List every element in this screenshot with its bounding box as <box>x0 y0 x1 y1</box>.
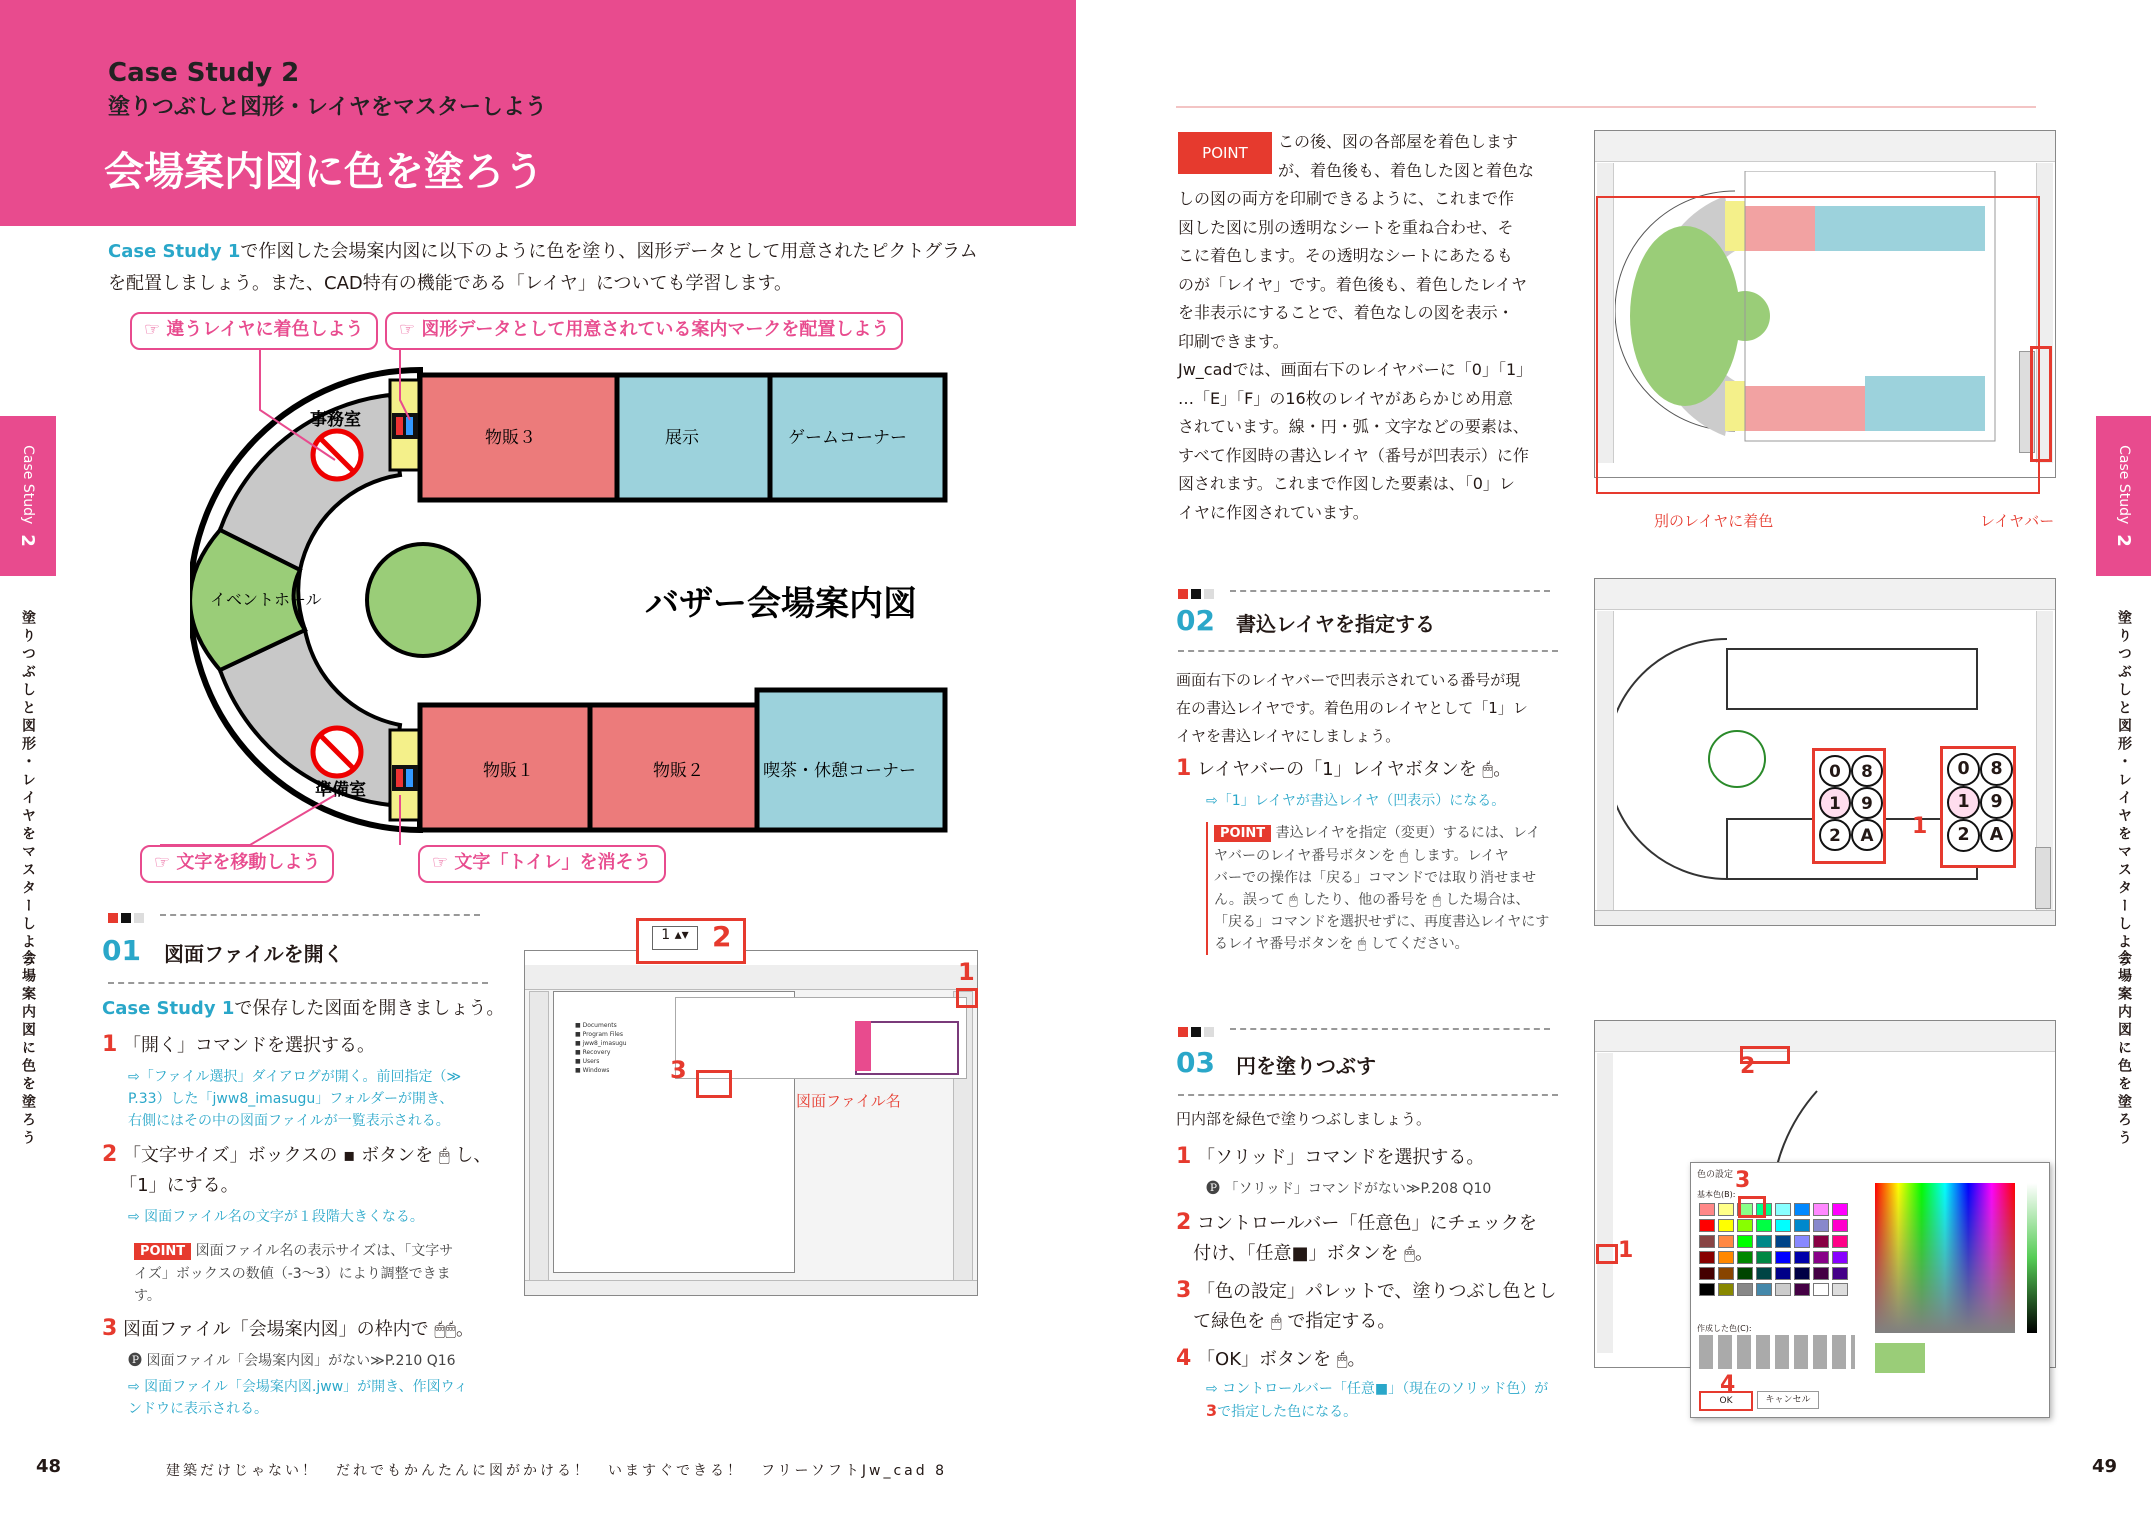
side-vertical-left2: 会場案内図に色を塗ろう <box>20 950 36 1148</box>
dialog-basic-label: 基本色(B): <box>1697 1190 1736 1199</box>
color-swatch[interactable] <box>1737 1219 1753 1232</box>
color-swatch[interactable] <box>1794 1267 1810 1280</box>
intro-line2: を配置しましょう。また、CAD特有の機能である「レイヤ」についても学習します。 <box>108 273 793 294</box>
color-swatch[interactable] <box>1737 1235 1753 1248</box>
solid-button-highlight <box>1596 1244 1618 1264</box>
case-study-label: Case Study 2 <box>108 58 300 88</box>
room-bupan1: 物販１ <box>483 761 534 781</box>
color-spectrum[interactable] <box>1875 1183 2015 1333</box>
step01-point: POINT 図面ファイル名の表示サイズは、「文字サ イズ」ボックスの数値（-3～3）により調整できま す。 <box>134 1243 454 1304</box>
marker-1: 1 <box>1912 814 1928 839</box>
color-swatch[interactable] <box>1775 1235 1791 1248</box>
step03-note4: ⇨ コントロールバー「任意■」（現在のソリッド色）が 3で指定した色になる。 <box>1206 1381 1549 1420</box>
intro-text <box>108 236 1008 300</box>
step02-note1: ⇨「1」レイヤが書込レイヤ（凹表示）になる。 <box>1206 793 1506 809</box>
color-swatch[interactable] <box>1756 1251 1772 1264</box>
callout-layer: ☞ 違うレイヤに着色しよう <box>130 312 378 350</box>
color-swatch[interactable] <box>1699 1235 1715 1248</box>
color-swatch[interactable] <box>1699 1219 1715 1232</box>
color-swatch[interactable] <box>1737 1267 1753 1280</box>
step01-item3: 3 図面ファイル「会場案内図」の枠内で 🖱🖱。 <box>102 1316 475 1341</box>
step01-lead: Case Study 1で保存した図面を開きましょう。 <box>102 998 505 1019</box>
page-number-left: 48 <box>36 1456 62 1477</box>
file-thumb-highlight <box>696 1070 732 1098</box>
side-vertical-right1: 塗りつぶしと図形・レイヤをマスターしよう <box>2116 610 2132 970</box>
footer-tagline: 建築だけじゃない！ だれでもかんたんに図がかける！ いますぐできる！ フリーソフトJw_cad 8 <box>166 1463 947 1479</box>
color-swatch[interactable] <box>1756 1235 1772 1248</box>
step02-point: POINT 書込レイヤを指定（変更）するには、レイ ヤバーのレイヤ番号ボタンを 🖱 します。レイヤ バーでの操作は「戻る」コマンドでは取り消せませ ん。誤って 🖱 したり、他の番号を 🖱 した場合は、 「戻る」コマンドを選択せずに、再度書込レイヤにす るレイヤ番号ボタンを 🖱 してください。 <box>1206 822 1574 955</box>
step03-item3: 3 「色の設定」パレットで、塗りつぶし色とし て緑色を 🖱 で指定する。 <box>1176 1278 1557 1332</box>
page-title: 会場案内図に色を塗ろう <box>104 149 544 195</box>
color-swatch[interactable] <box>1794 1203 1810 1216</box>
color-swatch[interactable] <box>1775 1203 1791 1216</box>
room-bupan2: 物販２ <box>653 761 704 781</box>
step02-lead: 画面右下のレイヤバーで凹表示されている番号が現 在の書込レイヤです。着色用のレイヤとして「1」レ イヤを書込レイヤにしましょう。 <box>1176 671 1528 745</box>
divider <box>1178 650 1558 652</box>
ok-button[interactable]: OK <box>1699 1391 1753 1411</box>
step01-note1: ⇨「ファイル選択」ダイアログが開く。前回指定（≫ P.33）した「jww8_imasugu」フォルダーが開き、 右側にはその中の図面ファイルが一覧表示される。 <box>128 1069 462 1129</box>
color-swatch[interactable] <box>1794 1251 1810 1264</box>
divider <box>1230 590 1550 592</box>
divider <box>1178 1094 1558 1096</box>
color-swatch[interactable] <box>1699 1251 1715 1264</box>
color-swatch[interactable] <box>1737 1251 1753 1264</box>
step01-note2: ⇨ 図面ファイル名の文字が１段階大きくなる。 <box>128 1209 424 1225</box>
room-bupan3: 物販３ <box>485 428 536 448</box>
color-preview <box>1875 1343 1925 1373</box>
page-number-right: 49 <box>2092 1456 2118 1477</box>
point-text: この後、図の各部屋を着色します が、着色後も、着色した図と着色な しの図の両方を印刷できるように、これまで作 図した図に別の透明なシートを重ね合わせ、そ こに着色します。その透明なシートにあたるも のが「レイヤ」です。着色後も、着色したレイヤ を非表示にすることで、着色なしの図を表示・ 印刷できます。 Jw_cadでは、画面右下のレイヤバーに「0」「1」 …「E」「F」の16枚のレイヤがあらかじめ用意 されています。線・円・弧・文字などの要素は、 すべて作図時の書込レイヤ（番号が凹表示）に作 図されます。これまで作図した要素は、「0」レ イヤに作図されています。 <box>1178 132 1535 522</box>
font-size-box[interactable]: 1 ▴▾ <box>652 926 698 950</box>
marker-2: 2 <box>1740 1054 1756 1079</box>
layer-grid-zoom-large <box>1940 746 2016 868</box>
side-tab-left: Case Study 2 <box>0 416 56 576</box>
layer-overlay-outline <box>1596 196 2040 494</box>
color-swatch[interactable] <box>1718 1219 1734 1232</box>
side-tab-right: Case Study 2 <box>2096 416 2151 576</box>
color-swatch[interactable] <box>1756 1283 1772 1296</box>
layer-button-0[interactable]: 0 <box>1947 753 1980 786</box>
color-swatch[interactable] <box>1775 1283 1791 1296</box>
divider <box>108 982 488 984</box>
layer-bar-highlight <box>2030 346 2052 462</box>
shot-label-left: 別のレイヤに着色 <box>1654 512 1774 530</box>
room-tenji: 展示 <box>665 428 699 448</box>
color-swatch[interactable] <box>1813 1283 1829 1296</box>
step03-heading: 円を塗りつぶす <box>1236 1054 1376 1078</box>
step01-item2: 2 「文字サイズ」ボックスの ▪ ボタンを 🖱 し、 「1」にする。 <box>102 1142 492 1196</box>
step01-squares <box>108 908 147 927</box>
step02-squares <box>1178 584 1217 603</box>
step03-squares <box>1178 1022 1217 1041</box>
color-swatch[interactable] <box>1718 1235 1734 1248</box>
color-swatch[interactable] <box>1794 1235 1810 1248</box>
case-study-subtitle: 塗りつぶしと図形・レイヤをマスターしよう <box>108 95 547 120</box>
callout-marks: ☞ 図形データとして用意されている案内マークを配置しよう <box>385 312 903 350</box>
color-swatch[interactable] <box>1813 1219 1829 1232</box>
color-swatch[interactable] <box>1699 1203 1715 1216</box>
intro-line1: で作図した会場案内図に以下のように色を塗り、図形データとして用意されたピクトグラム <box>240 241 978 262</box>
step01-heading: 図面ファイルを開く <box>164 942 344 966</box>
color-swatch[interactable] <box>1718 1203 1734 1216</box>
marker-1: 1 <box>958 958 975 986</box>
intro-link[interactable]: Case Study 1 <box>108 241 241 262</box>
color-swatch[interactable] <box>1775 1267 1791 1280</box>
color-swatch[interactable] <box>1832 1203 1848 1216</box>
step03-number: 03 <box>1176 1046 1215 1079</box>
layer-button-2[interactable]: 2 <box>1947 819 1980 852</box>
color-swatch[interactable] <box>1718 1283 1734 1296</box>
color-swatch[interactable] <box>1794 1283 1810 1296</box>
side-vertical-left1: 塗りつぶしと図形・レイヤをマスターしよう <box>20 610 36 970</box>
open-button-highlight <box>956 988 978 1008</box>
layer-button-8[interactable]: 8 <box>1980 753 2013 786</box>
color-swatch[interactable] <box>1775 1219 1791 1232</box>
color-swatch[interactable] <box>1699 1283 1715 1296</box>
step02-item1: 1 レイヤバーの「1」レイヤボタンを 🖱。 <box>1176 756 1512 781</box>
step03-lead: 円内部を緑色で塗りつぶしましょう。 <box>1176 1110 1432 1128</box>
shot-label-right: レイヤバー <box>1980 512 2055 530</box>
screenshot-open-file: ■ Documents ■ Program Files ■ jww8_imasugu ■ Recovery ■ Users ■ Windows <box>524 950 978 1296</box>
layer-button-8[interactable]: 8 <box>1851 755 1883 787</box>
point-badge: POINT <box>1178 132 1272 174</box>
step03-item2: 2 コントロールバー「任意色」にチェックを 付け、「任意■」ボタンを 🖱。 <box>1176 1210 1537 1264</box>
callout-leaders <box>100 340 660 860</box>
floorplan-title: バザー会場案内図 <box>645 584 917 624</box>
color-swatch[interactable] <box>1832 1235 1848 1248</box>
color-swatch[interactable] <box>1794 1219 1810 1232</box>
layer-grid-zoom-small <box>1812 748 1886 864</box>
divider <box>160 914 480 916</box>
color-swatch[interactable] <box>1699 1267 1715 1280</box>
color-swatch[interactable] <box>1718 1251 1734 1264</box>
step02-number: 02 <box>1176 604 1215 637</box>
step01-item1: 1 「開く」コマンドを選択する。 <box>102 1032 376 1057</box>
divider <box>1230 1028 1550 1030</box>
step03-note1: 🅟 「ソリッド」コマンドがない≫P.208 Q10 <box>1206 1181 1492 1197</box>
color-swatch[interactable] <box>1813 1203 1829 1216</box>
layer-button-0[interactable]: 0 <box>1819 755 1851 787</box>
step01-note3: 🅟 図面ファイル「会場案内図」がない≫P.210 Q16 <box>128 1353 456 1369</box>
step01-number: 01 <box>102 934 141 967</box>
top-rule <box>1176 106 2036 108</box>
marker-4: 4 <box>1720 1372 1736 1397</box>
layer-button-A[interactable]: A <box>1851 819 1883 851</box>
green-swatch-highlight <box>1738 1196 1766 1218</box>
side-vertical-right2: 会場案内図に色を塗ろう <box>2116 950 2132 1148</box>
room-cafe: 喫茶・休憩コーナー <box>763 761 916 781</box>
color-swatch[interactable] <box>1737 1283 1753 1296</box>
room-office: 事務室 <box>310 410 361 430</box>
layer-button-9[interactable]: 9 <box>1851 787 1883 819</box>
layer-button-2[interactable]: 2 <box>1819 819 1851 851</box>
layer-button-1[interactable]: 1 <box>1819 787 1851 819</box>
color-swatch[interactable] <box>1832 1251 1848 1264</box>
color-swatch[interactable] <box>1775 1251 1791 1264</box>
layer-button-9[interactable]: 9 <box>1980 786 2013 819</box>
color-swatch[interactable] <box>1832 1219 1848 1232</box>
layer-button-1[interactable]: 1 <box>1947 786 1980 819</box>
dialog-custom-label: 作成した色(C): <box>1697 1324 1752 1333</box>
callout-toilet: ☞ 文字「トイレ」を消そう <box>418 845 666 883</box>
step02-heading: 書込レイヤを指定する <box>1236 612 1435 636</box>
basic-colors-grid[interactable] <box>1699 1203 1855 1303</box>
color-swatch[interactable] <box>1756 1267 1772 1280</box>
room-game: ゲームコーナー <box>788 428 907 448</box>
room-event: イベントホール <box>210 590 322 609</box>
cancel-button[interactable]: キャンセル <box>1757 1391 1819 1409</box>
marker-3: 3 <box>670 1056 687 1084</box>
step01-note4: ⇨ 図面ファイル「会場案内図.jww」が開き、作図ウィ ンドウに表示される。 <box>128 1379 468 1417</box>
step03-item1: 1 「ソリッド」コマンドを選択する。 <box>1176 1144 1485 1169</box>
color-swatch[interactable] <box>1813 1251 1829 1264</box>
color-swatch[interactable] <box>1813 1267 1829 1280</box>
dialog-title: 色の設定 <box>1697 1170 1734 1180</box>
marker-2: 2 <box>712 920 732 953</box>
step03-item4: 4 「OK」ボタンを 🖱。 <box>1176 1346 1366 1371</box>
color-swatch[interactable] <box>1756 1219 1772 1232</box>
screenshot-label: 図面ファイル名 <box>796 1092 901 1110</box>
color-swatch[interactable] <box>1718 1267 1734 1280</box>
custom-colors[interactable] <box>1699 1335 1855 1369</box>
color-swatch[interactable] <box>1832 1283 1848 1296</box>
room-prep: 準備室 <box>315 780 366 800</box>
marker-3: 3 <box>1735 1168 1751 1193</box>
layer-button-A[interactable]: A <box>1980 819 2013 852</box>
solid-command-highlight <box>1740 1046 1790 1064</box>
color-swatch[interactable] <box>1813 1235 1829 1248</box>
marker-1: 1 <box>1618 1238 1634 1263</box>
luminance-slider[interactable] <box>2027 1183 2037 1333</box>
color-swatch[interactable] <box>1832 1267 1848 1280</box>
callout-move: ☞ 文字を移動しよう <box>140 845 334 883</box>
